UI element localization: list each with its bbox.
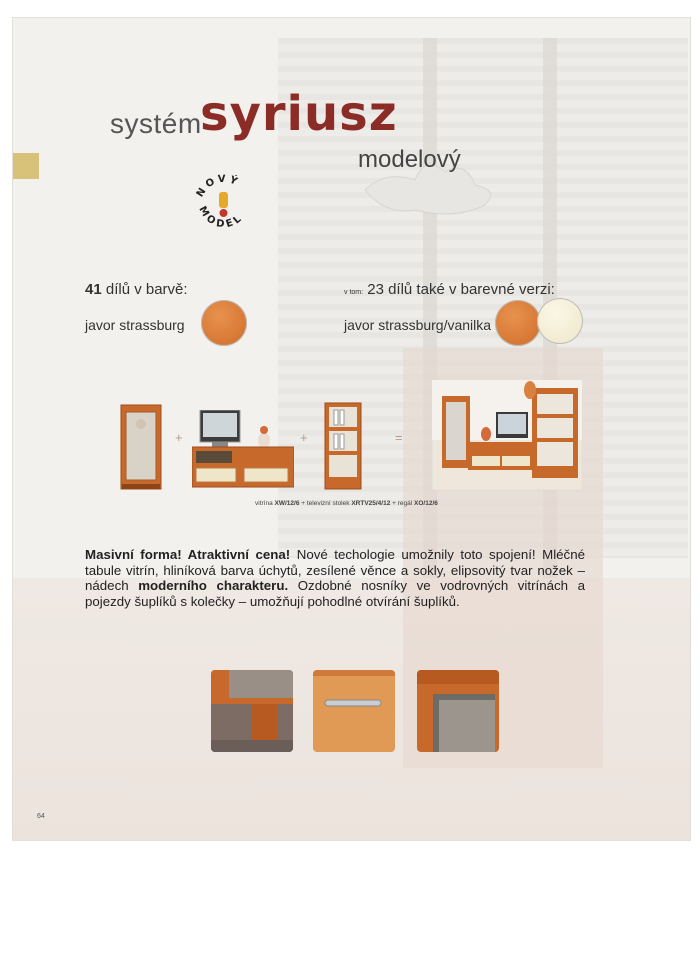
- exclamation-icon: [219, 192, 228, 208]
- product-codes-caption: [255, 500, 438, 507]
- left-color-name: javor strassburg: [85, 317, 185, 333]
- color-swatch-vanilka: [537, 298, 583, 344]
- plus-sign: +: [300, 430, 308, 445]
- left-count-number: 41: [85, 281, 102, 298]
- equals-sign: =: [395, 430, 403, 445]
- badge-bottom-text: MODEL: [196, 204, 246, 231]
- detail-photo-leg: [211, 670, 293, 752]
- description-paragraph: [85, 547, 585, 609]
- body-text-part: Ozdobné nosníky ve vodrovných vitrínách a pojezdy šuplíků s kolečky – umožňují pohodlné otvírání šuplíků.: [85, 578, 585, 609]
- body-text-part: Nové techologie umožnily toto spojení! Mléčné tabule vitrín, hliníková barva úchytů, zesílené věnce a sokly, elipsovitý tvar nožek – nádech: [85, 547, 585, 593]
- caption-part: + regál: [390, 500, 415, 507]
- right-color-name: javor strassburg/vanilka: [344, 317, 492, 333]
- left-count-text: [85, 281, 188, 298]
- accent-square: [13, 153, 39, 179]
- right-count-text: [344, 281, 555, 298]
- caption-code: XRTV25/4/12: [351, 500, 391, 507]
- right-count-label: 23 dílů také v barevné verzi:: [363, 281, 555, 298]
- caption-code: XO/12/6: [414, 500, 438, 507]
- headline-bold: Masivní forma! Atraktivní cena!: [85, 547, 291, 562]
- plus-sign: +: [175, 430, 183, 445]
- vitrine-image: [120, 404, 162, 490]
- brand-logo: syriusz: [200, 86, 398, 142]
- tv-stand-image: [192, 410, 294, 490]
- page-number: 64: [37, 813, 45, 820]
- title-prefix: systém: [110, 108, 202, 139]
- emphasis-bold: moderního charakteru.: [138, 578, 289, 593]
- svg-text:MODEL: [196, 205, 245, 231]
- color-swatch-javor: [495, 300, 541, 346]
- caption-part: vitrína: [255, 500, 275, 507]
- shelf-image: [324, 402, 362, 490]
- exclamation-dot: [220, 209, 228, 217]
- detail-photo-vitrine: [417, 670, 499, 752]
- left-count-label: dílů v barvě:: [101, 281, 188, 298]
- furniture-set-image: [432, 380, 582, 490]
- color-swatch-javor: [201, 300, 247, 346]
- caption-code: XW/12/6: [274, 500, 300, 507]
- right-count-prefix: v tom:: [344, 289, 364, 296]
- new-model-badge: [191, 172, 257, 238]
- detail-photo-handle: [313, 670, 395, 752]
- title-subtitle: modelový: [358, 146, 461, 173]
- badge-top-text: NOVÝ: [194, 173, 242, 200]
- caption-part: + televizní stolek: [299, 500, 352, 507]
- svg-text:NOVÝ: [195, 172, 243, 199]
